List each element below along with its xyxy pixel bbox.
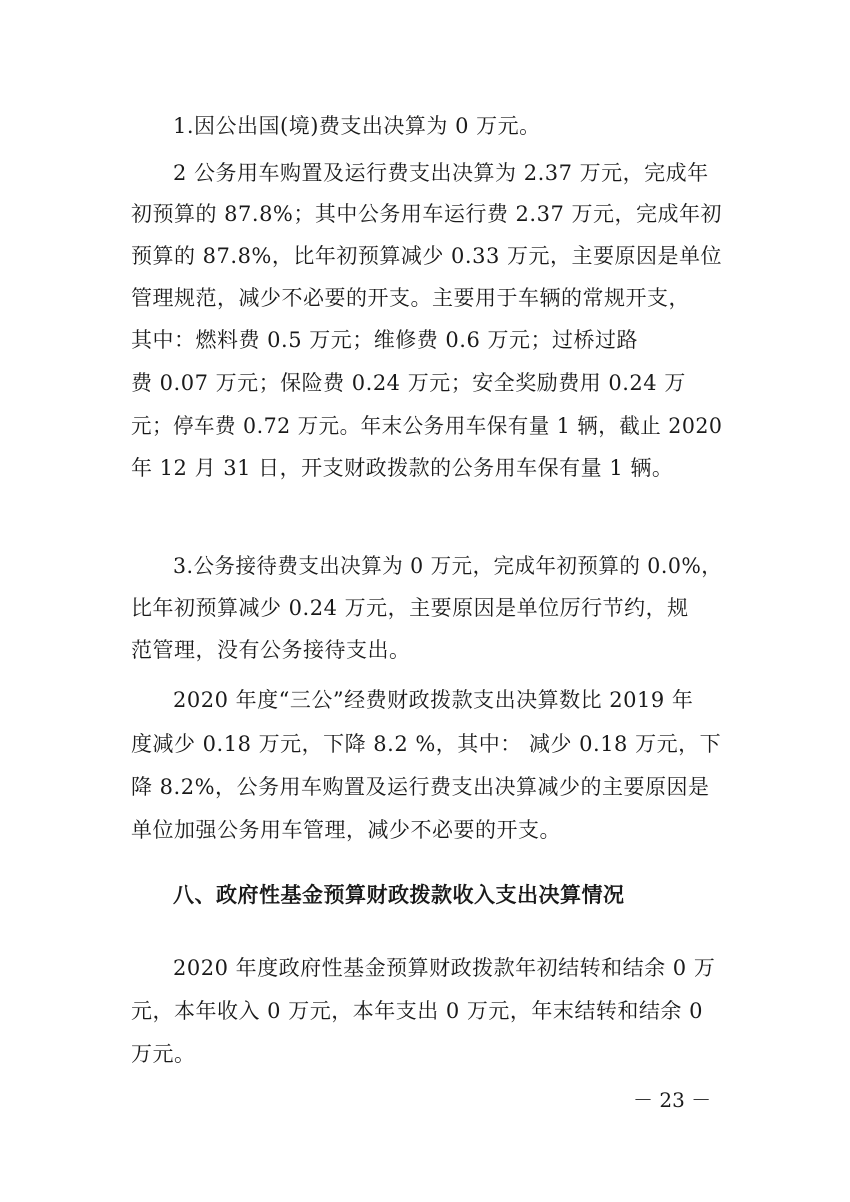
paragraph-5-line-1: 2020 年度政府性基金预算财政拨款年初结转和结余 0 万: [173, 956, 716, 980]
paragraph-2-line-5: 其中：燃料费 0.5 万元；维修费 0.6 万元；过桥过路: [131, 328, 638, 352]
paragraph-5-line-2: 元，本年收入 0 万元，本年支出 0 万元，年末结转和结余 0: [131, 999, 703, 1023]
paragraph-2-line-6: 费 0.07 万元；保险费 0.24 万元；安全奖励费用 0.24 万: [131, 371, 686, 395]
paragraph-2-line-3: 预算的 87.8%，比年初预算减少 0.33 万元，主要原因是单位: [131, 244, 722, 268]
paragraph-5-line-3: 万元。: [131, 1042, 196, 1066]
paragraph-3-line-2: 比年初预算减少 0.24 万元，主要原因是单位厉行节约，规: [131, 596, 689, 620]
paragraph-4-line-2: 度减少 0.18 万元，下降 8.2 %，其中： 减少 0.18 万元，下: [131, 732, 722, 756]
paragraph-2-line-8: 年 12 月 31 日，开支财政拨款的公务用车保有量 1 辆。: [131, 456, 674, 480]
section-heading: 八、政府性基金预算财政拨款收入支出决算情况: [173, 883, 625, 907]
paragraph-2-line-7: 元；停车费 0.72 万元。年末公务用车保有量 1 辆，截止 2020: [131, 414, 723, 438]
paragraph-2-line-2: 初预算的 87.8%；其中公务用车运行费 2.37 万元，完成年初: [131, 202, 722, 226]
paragraph-2-line-1: 2 公务用车购置及运行费支出决算为 2.37 万元，完成年: [173, 161, 709, 185]
paragraph-4-line-4: 单位加强公务用车管理，减少不必要的开支。: [131, 818, 561, 842]
paragraph-4-line-3: 降 8.2%，公务用车购置及运行费支出决算减少的主要原因是: [131, 775, 710, 799]
paragraph-4-line-1: 2020 年度“三公”经费财政拨款支出决算数比 2019 年: [173, 688, 694, 712]
paragraph-3-line-3: 范管理，没有公务接待支出。: [131, 638, 411, 662]
paragraph-2-line-4: 管理规范，减少不必要的开支。主要用于车辆的常规开支，: [131, 286, 690, 310]
paragraph-1-line-1: 1.因公出国(境)费支出决算为 0 万元。: [173, 114, 541, 138]
page-number: － 23 －: [633, 1088, 712, 1112]
paragraph-3-line-1: 3.公务接待费支出决算为 0 万元，完成年初预算的 0.0%，: [173, 554, 723, 578]
